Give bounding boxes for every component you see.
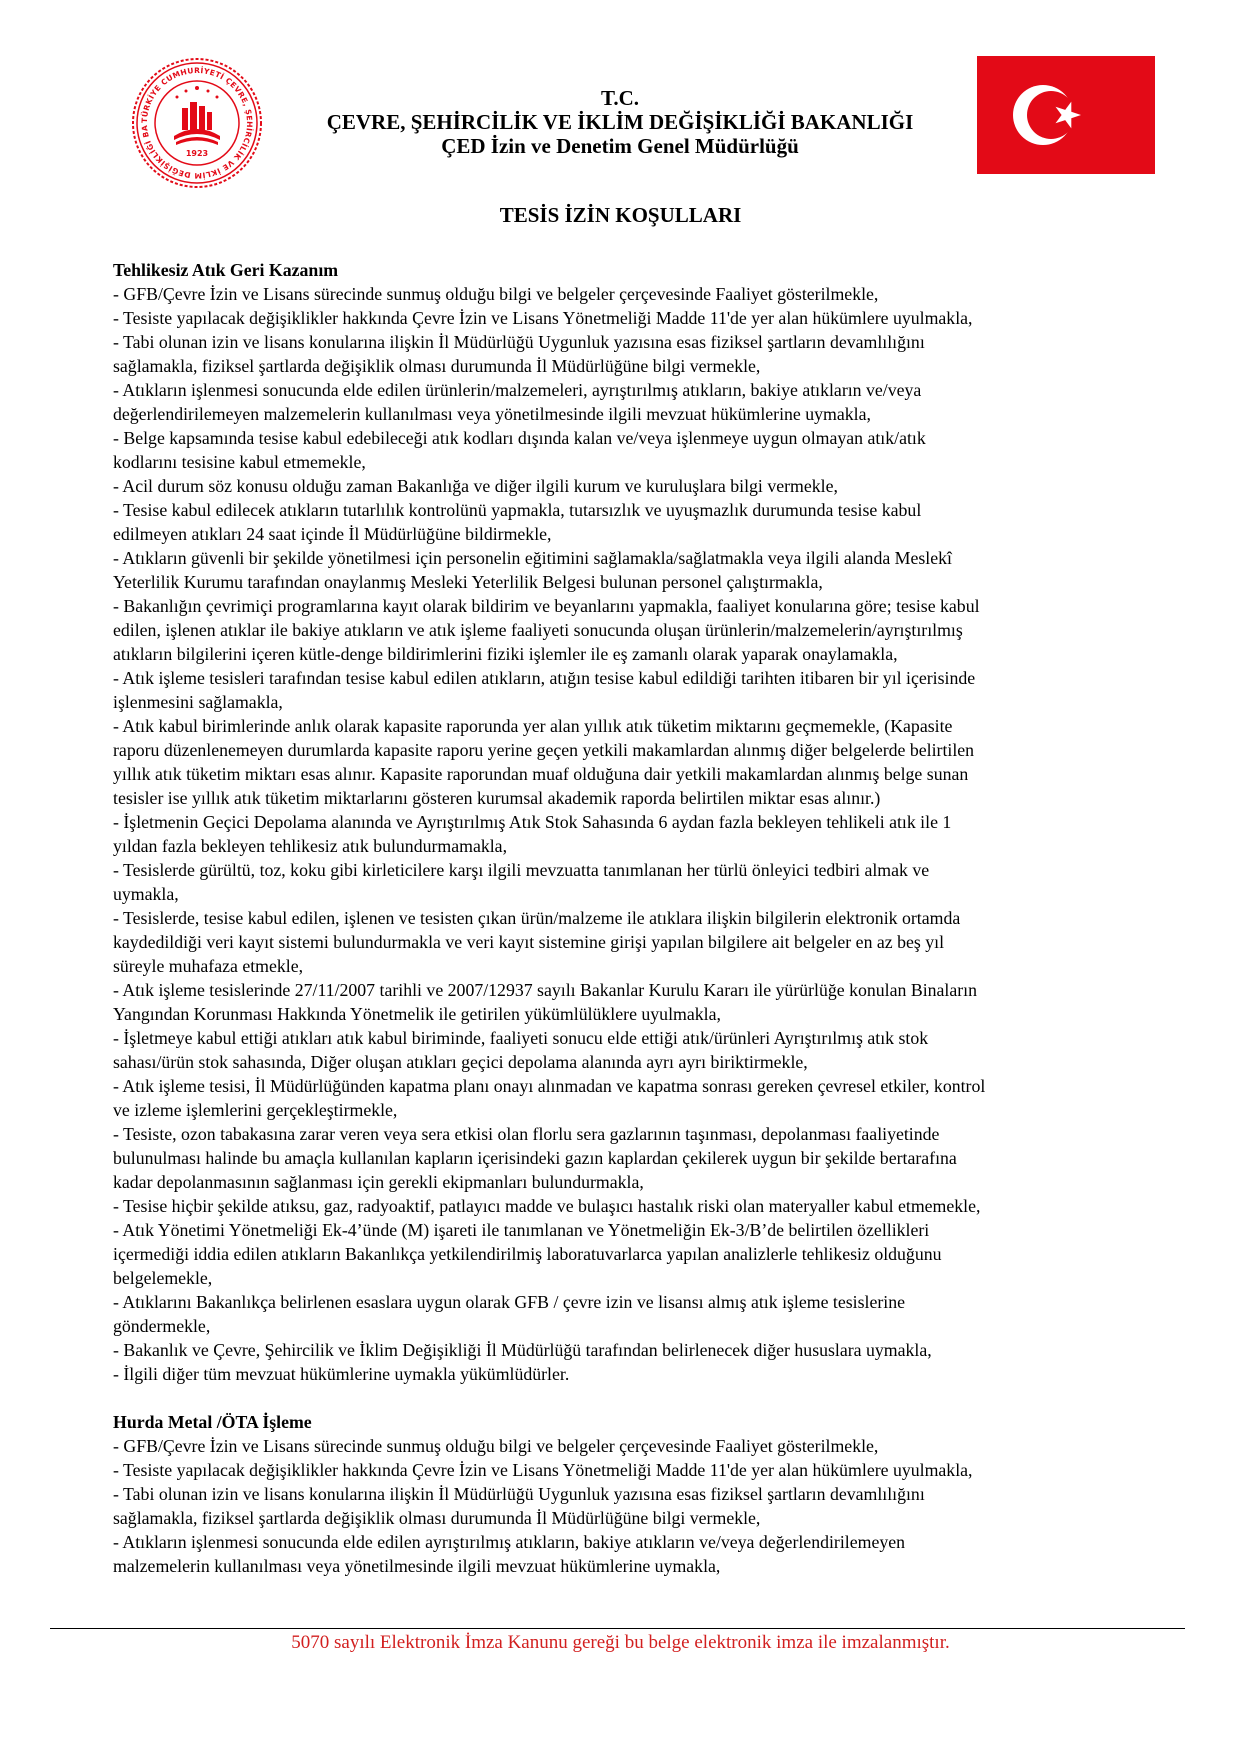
section-title: Tehlikesiz Atık Geri Kazanım xyxy=(113,260,339,280)
e-signature-notice: 5070 sayılı Elektronik İmza Kanunu gereği bu belge elektronik imza ile imzalanmıştır. xyxy=(291,1632,950,1653)
text-line: - Atık kabul birimlerinde anlık olarak kapasite raporunda yer alan yıllık atık tüketim miktarını geçmemekle, (Kapasite xyxy=(113,716,953,736)
text-line: Yangından Korunması Hakkında Yönetmelik ile getirilen yükümlülüklere uyulmakla, xyxy=(113,1004,721,1024)
text-line: sahası/ürün stok sahasında, Diğer oluşan atıkları geçici depolama alanında ayrı ayrı biriktirmekle, xyxy=(113,1052,808,1072)
text-line: - Bakanlığın çevrimiçi programlarına kayıt olarak bildirim ve beyanlarını yapmakla, faaliyet konularına göre; tesise kabul xyxy=(113,596,980,616)
ministry-seal-icon xyxy=(130,56,264,190)
header-line-tc: T.C. xyxy=(600,86,640,110)
section-lines xyxy=(113,282,1148,1386)
text-line: - GFB/Çevre İzin ve Lisans sürecinde sunmuş olduğu bilgi ve belgeler çerçevesinde Faaliyet gösterilmekle, xyxy=(113,284,879,304)
section-lines xyxy=(113,1434,1148,1578)
text-line: kadar depolanmasının sağlanması için gerekli ekipmanları bulundurmakla, xyxy=(113,1172,644,1192)
text-line: - Tabi olunan izin ve lisans konularına ilişkin İl Müdürlüğü Uygunluk yazısına esas fiziksel şartların devamlılığını xyxy=(113,332,925,352)
footer-divider xyxy=(50,1628,1185,1629)
text-line: - Tesiste yapılacak değişiklikler hakkında Çevre İzin ve Lisans Yönetmeliği Madde 11'de yer alan hükümlere uyulmakla, xyxy=(113,1460,973,1480)
text-line: malzemelerin kullanılması veya yönetilmesinde ilgili mevzuat hükümlerine uymakla, xyxy=(113,1556,721,1576)
text-line: ve izleme işlemlerini gerçekleştirmekle, xyxy=(113,1100,398,1120)
text-line: yıllık atık tüketim miktarı esas alınır. Kapasite raporundan muaf olduğuna dair yetkili makamlardan alınmış belge sunan xyxy=(113,764,969,784)
document-body xyxy=(113,258,1148,1578)
text-line: içermediği iddia edilen atıkların Bakanlıkça yetkilendirilmiş laboratuvarlarca yapılan analizlerle tehlikesiz olduğunu xyxy=(113,1244,942,1264)
text-line: sağlamakla, fiziksel şartlarda değişiklik olması durumunda İl Müdürlüğüne bilgi vermekle, xyxy=(113,1508,761,1528)
text-line: - Tesise kabul edilecek atıkların tutarlılık kontrolünü yapmakla, tutarsızlık ve uyuşmazlık durumunda tesise kabul xyxy=(113,500,922,520)
text-line: - Atıklarını Bakanlıkça belirlenen esaslara uygun olarak GFB / çevre izin ve lisansı almış atık işleme tesislerine xyxy=(113,1292,906,1312)
text-line: - Atık işleme tesisi, İl Müdürlüğünden kapatma planı onayı alınmadan ve kapatma sonrası gereken çevresel etkiler, kontrol xyxy=(113,1076,986,1096)
svg-text:1923: 1923 xyxy=(185,149,209,158)
header-line-ministry: ÇEVRE, ŞEHİRCİLİK VE İKLİM DEĞİŞİKLİĞİ BAKANLIĞI xyxy=(326,110,914,134)
text-line: işlenmesini sağlamakla, xyxy=(113,692,283,712)
text-line: belgelemekle, xyxy=(113,1268,213,1288)
text-line: tesisler ise yıllık atık tüketim miktarlarını gösteren kurumsal akademik raporda belirtilen miktar esas alınır.) xyxy=(113,788,881,808)
text-line: - GFB/Çevre İzin ve Lisans sürecinde sunmuş olduğu bilgi ve belgeler çerçevesinde Faaliyet gösterilmekle, xyxy=(113,1436,879,1456)
text-line: süreyle muhafaza etmekle, xyxy=(113,956,304,976)
text-line: - Tesiste yapılacak değişiklikler hakkında Çevre İzin ve Lisans Yönetmeliği Madde 11'de yer alan hükümlere uyulmakla, xyxy=(113,308,973,328)
text-line: - İşletmenin Geçici Depolama alanında ve Ayrıştırılmış Atık Stok Sahasında 6 aydan fazla bekleyen tehlikeli atık ile 1 xyxy=(113,812,952,832)
text-line: - Tesise hiçbir şekilde atıksu, gaz, radyoaktif, patlayıcı madde ve bulaşıcı hastalık riski olan materyaller kabul etmemekle, xyxy=(113,1196,981,1216)
header-line-directorate: ÇED İzin ve Denetim Genel Müdürlüğü xyxy=(441,134,799,158)
text-line: - Atıkların işlenmesi sonucunda elde edilen ürünlerin/malzemeleri, ayrıştırılmış atıkların, bakiye atıkların ve/veya xyxy=(113,380,922,400)
text-line: raporu düzenlenemeyen durumlarda kapasite raporu yerine geçen yetkili makamlardan alınmış diğer belgelerde belirtilen xyxy=(113,740,975,760)
text-line: sağlamakla, fiziksel şartlarda değişiklik olması durumunda İl Müdürlüğüne bilgi vermekle, xyxy=(113,356,761,376)
document-title: TESİS İZİN KOŞULLARI xyxy=(499,203,742,227)
text-line: - Tesislerde gürültü, toz, koku gibi kirleticilere karşı ilgili mevzuatta tanımlanan her türlü önleyici tedbiri almak ve xyxy=(113,860,930,880)
text-line: - Atıkların işlenmesi sonucunda elde edilen ayrıştırılmış atıkların, bakiye atıkların ve/veya değerlendirilemeyen xyxy=(113,1532,906,1552)
text-line: edilmeyen atıkları 24 saat içinde İl Müdürlüğüne bildirmekle, xyxy=(113,524,552,544)
text-line: edilen, işlenen atıklar ile bakiye atıkların ve atık işleme faaliyeti sonucunda oluşan ürünlerin/malzemelerin/ayrıştırılmış xyxy=(113,620,963,640)
text-line: - İşletmeye kabul ettiği atıkları atık kabul biriminde, faaliyeti sonucu elde ettiği atık/ürünleri Ayrıştırılmış atık stok xyxy=(113,1028,929,1048)
text-line: uymakla, xyxy=(113,884,179,904)
text-line: - Belge kapsamında tesise kabul edebileceği atık kodları dışında kalan ve/veya işlenmeye uygun olmayan atık/atık xyxy=(113,428,926,448)
text-line: atıkların bilgilerini içeren kütle-denge bildirimlerini fiziki işlemler ile eş zamanlı olarak yaparak onaylamakla, xyxy=(113,644,898,664)
text-line: - Atıkların güvenli bir şekilde yönetilmesi için personelin eğitimini sağlamakla/sağlatmakla veya ilgili alanda Meslekî xyxy=(113,548,952,568)
text-line: - Tabi olunan izin ve lisans konularına ilişkin İl Müdürlüğü Uygunluk yazısına esas fiziksel şartların devamlılığını xyxy=(113,1484,925,1504)
text-line: Yeterlilik Kurumu tarafından onaylanmış Mesleki Yeterlilik Belgesi bulunan personel çalıştırmakla, xyxy=(113,572,823,592)
text-line: kaydedildiği veri kayıt sistemi bulundurmakla ve veri kayıt sistemine girişi yapılan bilgilere ait belgeler en az beş yıl xyxy=(113,932,945,952)
text-line: - Tesiste, ozon tabakasına zarar veren veya sera etkisi olan florlu sera gazlarının taşınması, depolanması faaliyetinde xyxy=(113,1124,940,1144)
text-line: - Tesislerde, tesise kabul edilen, işlenen ve tesisten çıkan ürün/malzeme ile atıklara ilişkin bilgilerin elektronik ortamda xyxy=(113,908,961,928)
text-line: - Acil durum söz konusu olduğu zaman Bakanlığa ve diğer ilgili kurum ve kuruluşlara bilgi vermekle, xyxy=(113,476,838,496)
text-line: göndermekle, xyxy=(113,1316,211,1336)
section-tehlikesiz xyxy=(113,258,1148,1386)
text-line: bulunulması halinde bu amaçla kullanılan kapların içerisindeki gazın kaplardan çekilerek uygun bir şekilde bertarafına xyxy=(113,1148,957,1168)
text-line: - Atık işleme tesisleri tarafından tesise kabul edilen atıkların, atığın tesise kabul edildiği tarihten itibaren bir yıl içerisinde xyxy=(113,668,976,688)
turkish-flag-icon xyxy=(977,56,1155,174)
letterhead xyxy=(260,86,980,158)
text-line: - Bakanlık ve Çevre, Şehircilik ve İklim Değişikliği İl Müdürlüğü tarafından belirlenecek diğer hususlara uymakla, xyxy=(113,1340,932,1360)
text-line: yıldan fazla bekleyen tehlikesiz atık bulundurmamakla, xyxy=(113,836,508,856)
section-hurda-metal xyxy=(113,1410,1148,1578)
text-line: - Atık işleme tesislerinde 27/11/2007 tarihli ve 2007/12937 sayılı Bakanlar Kurulu Kararı ile yürürlüğe konulan Binaların xyxy=(113,980,978,1000)
section-title: Hurda Metal /ÖTA İşleme xyxy=(113,1412,312,1432)
text-line: - Atık Yönetimi Yönetmeliği Ek-4’ünde (M) işareti ile tanımlanan ve Yönetmeliğin Ek-3/B’de belirtilen özellikleri xyxy=(113,1220,930,1240)
text-line: - İlgili diğer tüm mevzuat hükümlerine uymakla yükümlüdürler. xyxy=(113,1364,570,1384)
text-line: kodlarını tesisine kabul etmemekle, xyxy=(113,452,366,472)
svg-text:TÜRKİYE CUMHURİYETİ ÇEVRE, ŞEH: TÜRKİYE CUMHURİYETİ ÇEVRE, ŞEHİRCİLİK VE İKLİM DEĞİŞİKLİĞİ BA xyxy=(139,65,255,181)
text-line: değerlendirilemeyen malzemelerin kullanılması veya yönetilmesinde ilgili mevzuat hükümlerine uymakla, xyxy=(113,404,871,424)
